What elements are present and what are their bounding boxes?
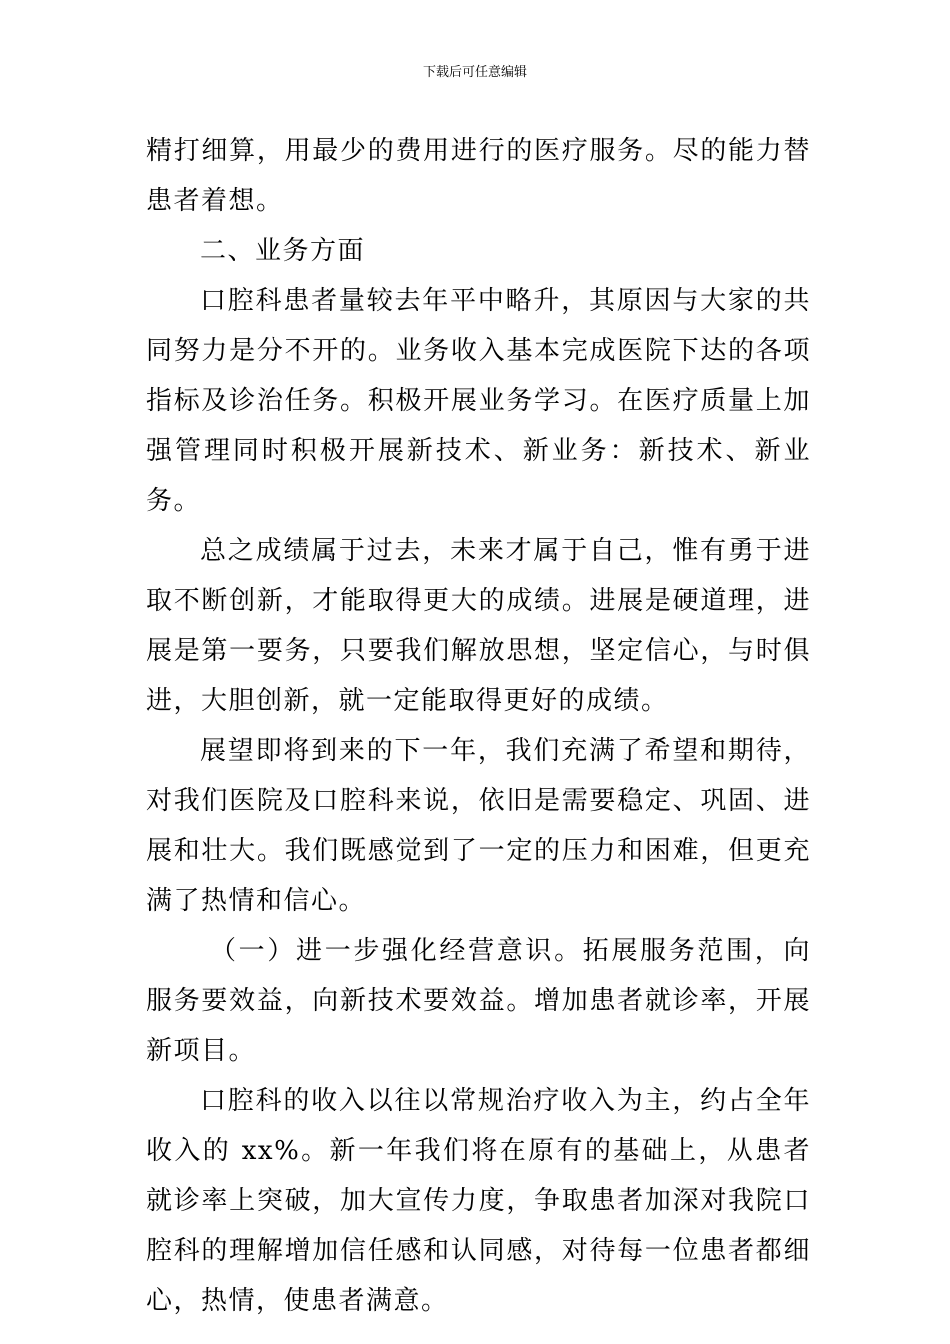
paragraph-business: 口腔科患者量较去年平中略升，其原因与大家的共同努力是分不开的。业务收入基本完成医院下达的各项指标及诊治任务。积极开展业务学习。在医疗质量上加强管理同时积极开展新技术、新业务：新技术、新业务。: [146, 286, 811, 516]
paragraph-summary: 总之成绩属于过去，未来才属于自己，惟有勇于进取不断创新，才能取得更大的成绩。进展是硬道理，进展是第一要务，只要我们解放思想，坚定信心，与时俱进，大胆创新，就一定能取得更好的成绩。: [146, 536, 811, 716]
document-body: [146, 126, 811, 1326]
paragraph-item-one: （一）进一步强化经营意识。拓展服务范围，向服务要效益，向新技术要效益。增加患者就诊率，开展新项目。: [146, 936, 811, 1066]
section-heading: 二、业务方面: [200, 236, 366, 266]
header-note: 下载后可任意编辑: [422, 65, 527, 80]
paragraph-outlook: 展望即将到来的下一年，我们充满了希望和期待，对我们医院及口腔科来说，依旧是需要稳定、巩固、进展和壮大。我们既感觉到了一定的压力和困难，但更充满了热情和信心。: [146, 736, 811, 916]
paragraph-continuation: 精打细算，用最少的费用进行的医疗服务。尽的能力替患者着想。: [146, 136, 811, 216]
paragraph-income: 口腔科的收入以往以常规治疗收入为主，约占全年收入的 xx%。新一年我们将在原有的基础上，从患者就诊率上突破，加大宣传力度，争取患者加深对我院口腔科的理解增加信任感和认同感，对待每一位患者都细心，热情，使患者满意。: [146, 1086, 811, 1316]
